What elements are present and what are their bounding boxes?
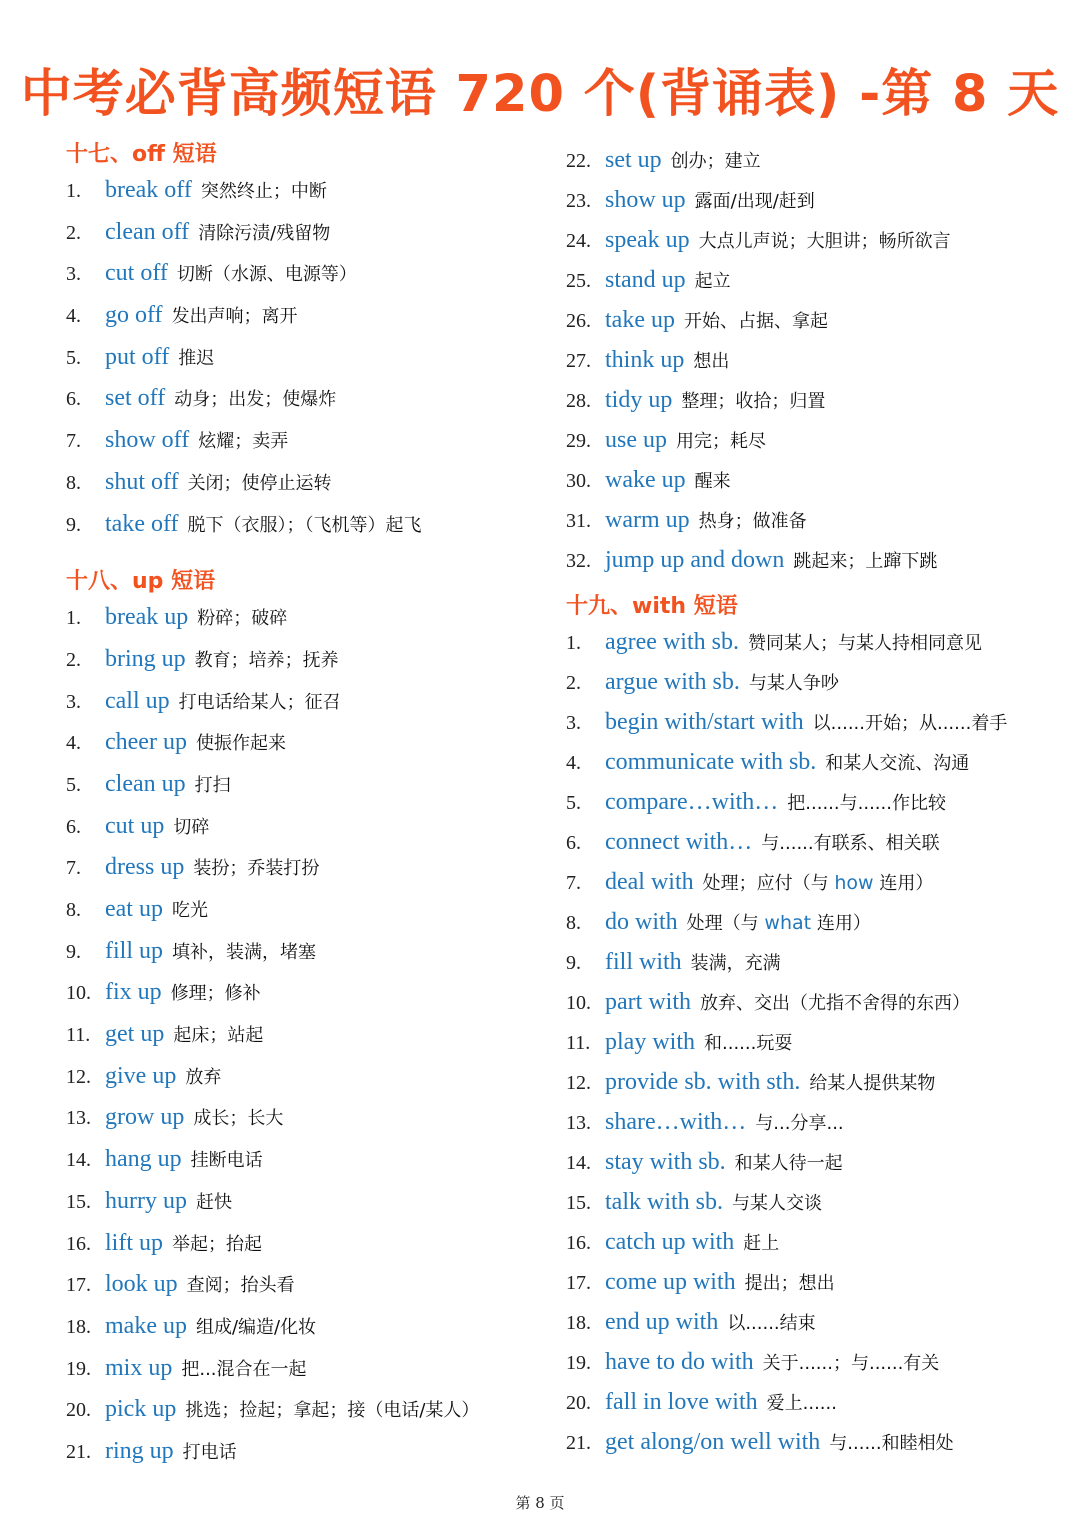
chinese-meaning: 使振作起来 bbox=[195, 733, 286, 755]
english-phrase: take off bbox=[105, 510, 179, 537]
item-number: 5. bbox=[66, 773, 81, 796]
english-phrase: grow up bbox=[105, 1104, 185, 1131]
chinese-meaning: 赶上 bbox=[743, 1233, 780, 1254]
item-number: 5. bbox=[566, 792, 581, 814]
phrase-row bbox=[66, 681, 546, 723]
item-number: 2. bbox=[66, 221, 81, 244]
chinese-meaning: 赶快 bbox=[195, 1191, 232, 1213]
item-number: 25. bbox=[566, 270, 591, 292]
item-number: 2. bbox=[66, 648, 81, 671]
chinese-meaning: 放弃、交出（尤指不舍得的东西） bbox=[699, 993, 970, 1014]
phrase-row bbox=[66, 420, 546, 462]
chinese-meaning: 与...分享... bbox=[755, 1113, 844, 1134]
phrase-row bbox=[66, 931, 546, 973]
english-phrase: stand up bbox=[605, 267, 686, 293]
item-number: 20. bbox=[66, 1399, 91, 1422]
phrase-row bbox=[66, 1181, 546, 1223]
item-number: 29. bbox=[566, 430, 591, 452]
chinese-meaning: 组成/编造/化妆 bbox=[195, 1316, 317, 1338]
english-phrase: compare…with… bbox=[605, 789, 779, 815]
item-number: 14. bbox=[66, 1149, 91, 1172]
chinese-meaning: 切断（水源、电源等） bbox=[176, 264, 357, 286]
item-number: 21. bbox=[566, 1432, 591, 1454]
item-number: 4. bbox=[66, 732, 81, 755]
item-number: 10. bbox=[566, 992, 591, 1014]
chinese-meaning: 吃光 bbox=[171, 900, 208, 921]
chinese-meaning: 动身；出发；使爆炸 bbox=[174, 389, 337, 411]
phrase-row bbox=[66, 764, 546, 806]
highlight-word: what bbox=[764, 912, 812, 934]
phrase-row bbox=[66, 597, 546, 639]
item-number: 30. bbox=[566, 470, 591, 492]
item-number: 17. bbox=[66, 1274, 91, 1297]
chinese-meaning: 成长；长大 bbox=[193, 1108, 284, 1130]
english-phrase: communicate with sb. bbox=[605, 749, 817, 775]
item-number: 18. bbox=[566, 1312, 591, 1334]
item-number: 23. bbox=[566, 190, 591, 212]
english-phrase: hang up bbox=[105, 1146, 182, 1173]
english-phrase: share…with… bbox=[605, 1109, 747, 1135]
chinese-meaning: 脱下（衣服）；（飞机等）起飞 bbox=[187, 514, 422, 536]
item-number: 10. bbox=[66, 982, 91, 1005]
english-phrase: connect with… bbox=[605, 829, 753, 855]
chinese-meaning: 打扫 bbox=[194, 774, 231, 796]
item-number: 20. bbox=[566, 1392, 591, 1414]
english-phrase: get along/on well with bbox=[605, 1429, 821, 1455]
phrase-row bbox=[66, 378, 546, 420]
chinese-meaning: 醒来 bbox=[694, 471, 731, 492]
phrase-row bbox=[566, 1182, 1071, 1222]
phrase-row bbox=[566, 862, 1071, 902]
chinese-meaning: 切碎 bbox=[173, 816, 210, 838]
phrase-row bbox=[66, 1014, 546, 1056]
chinese-meaning: 开始、占据、拿起 bbox=[683, 311, 828, 332]
item-number: 8. bbox=[66, 899, 81, 921]
chinese-meaning: 发出声响；离开 bbox=[171, 306, 298, 328]
english-phrase: agree with sb. bbox=[605, 629, 739, 655]
english-phrase: argue with sb. bbox=[605, 669, 740, 695]
english-phrase: deal with bbox=[605, 869, 694, 895]
phrase-row bbox=[566, 1262, 1071, 1302]
english-phrase: speak up bbox=[605, 227, 690, 253]
phrase-row bbox=[566, 902, 1071, 942]
phrase-row bbox=[66, 1056, 546, 1098]
english-phrase: cheer up bbox=[105, 729, 187, 756]
phrase-row bbox=[566, 1382, 1071, 1422]
phrase-row bbox=[66, 337, 546, 379]
chinese-meaning: 想出 bbox=[693, 351, 730, 372]
chinese-meaning: 与......有联系、相关联 bbox=[761, 833, 940, 854]
item-number: 5. bbox=[66, 346, 81, 369]
item-number: 7. bbox=[66, 430, 81, 453]
chinese-meaning: 提出；想出 bbox=[744, 1273, 835, 1294]
english-phrase: show up bbox=[605, 187, 686, 213]
phrase-row bbox=[66, 1306, 546, 1348]
chinese-meaning: 赞同某人；与某人持相同意见 bbox=[747, 633, 982, 654]
item-number: 21. bbox=[66, 1440, 91, 1463]
item-number: 14. bbox=[566, 1152, 591, 1174]
phrase-row bbox=[566, 220, 1071, 260]
english-phrase: fill up bbox=[105, 937, 163, 964]
english-phrase: lift up bbox=[105, 1229, 163, 1256]
chinese-meaning: 推迟 bbox=[178, 347, 215, 369]
english-phrase: use up bbox=[605, 427, 667, 453]
item-number: 1. bbox=[66, 180, 81, 202]
phrase-row bbox=[566, 982, 1071, 1022]
item-number: 9. bbox=[566, 952, 581, 974]
highlight-word: how bbox=[834, 872, 874, 894]
item-number: 27. bbox=[566, 350, 591, 372]
item-number: 13. bbox=[566, 1112, 591, 1134]
english-phrase: make up bbox=[105, 1312, 187, 1339]
item-number: 7. bbox=[66, 857, 81, 880]
chinese-meaning: 查阅；抬头看 bbox=[186, 1275, 295, 1297]
chinese-meaning: 与某人争吵 bbox=[748, 673, 839, 694]
phrase-row bbox=[566, 942, 1071, 982]
english-phrase: go off bbox=[105, 302, 163, 329]
item-number: 4. bbox=[566, 752, 581, 774]
phrase-row bbox=[566, 1062, 1071, 1102]
phrase-row bbox=[566, 300, 1071, 340]
english-phrase: put off bbox=[105, 343, 170, 370]
chinese-meaning: 大点儿声说；大胆讲；畅所欲言 bbox=[698, 231, 951, 252]
left-column bbox=[66, 140, 546, 1473]
english-phrase: have to do with bbox=[605, 1349, 754, 1375]
chinese-meaning: 跳起来；上蹿下跳 bbox=[793, 551, 938, 572]
phrase-row bbox=[66, 972, 546, 1014]
phrase-row bbox=[566, 1102, 1071, 1142]
phrase-row bbox=[566, 340, 1071, 380]
item-number: 6. bbox=[66, 388, 81, 411]
english-phrase: cut up bbox=[105, 812, 165, 839]
chinese-meaning: 与......和睦相处 bbox=[829, 1433, 954, 1454]
item-number: 16. bbox=[66, 1232, 91, 1255]
phrase-row bbox=[66, 1348, 546, 1390]
english-phrase: bring up bbox=[105, 645, 186, 672]
section-heading-up: 十八、up 短语 bbox=[66, 569, 216, 595]
english-phrase: end up with bbox=[605, 1309, 719, 1335]
phrase-row bbox=[66, 462, 546, 504]
phrase-list-up bbox=[66, 597, 546, 1472]
item-number: 1. bbox=[66, 607, 81, 630]
item-number: 26. bbox=[566, 310, 591, 332]
english-phrase: do with bbox=[605, 909, 678, 935]
english-phrase: shut off bbox=[105, 468, 179, 495]
chinese-meaning: 整理；收拾；归置 bbox=[681, 391, 826, 412]
item-number: 8. bbox=[566, 912, 581, 934]
chinese-meaning: 粉碎；破碎 bbox=[197, 608, 288, 630]
english-phrase: clean off bbox=[105, 218, 190, 245]
english-phrase: talk with sb. bbox=[605, 1189, 723, 1215]
item-number: 9. bbox=[66, 940, 81, 963]
english-phrase: break up bbox=[105, 604, 189, 631]
chinese-meaning: 举起；抬起 bbox=[172, 1233, 262, 1255]
page-number: 第 8 页 bbox=[515, 1494, 565, 1512]
phrase-row bbox=[566, 380, 1071, 420]
chinese-meaning: 以......结束 bbox=[727, 1313, 816, 1334]
meaning-text: 连用） bbox=[811, 913, 871, 934]
phrase-row bbox=[566, 460, 1071, 500]
chinese-meaning: 和......玩耍 bbox=[704, 1033, 793, 1054]
phrase-row bbox=[66, 1139, 546, 1181]
chinese-meaning: 起床；站起 bbox=[173, 1025, 264, 1047]
english-phrase: call up bbox=[105, 687, 170, 714]
section-heading-off: 十七、off 短语 bbox=[66, 142, 217, 167]
english-phrase: come up with bbox=[605, 1269, 736, 1295]
chinese-meaning: 教育；培养；抚养 bbox=[194, 649, 339, 671]
phrase-list-off bbox=[66, 170, 546, 545]
english-phrase: mix up bbox=[105, 1354, 173, 1381]
item-number: 32. bbox=[566, 550, 591, 572]
phrase-row bbox=[66, 806, 546, 848]
english-phrase: eat up bbox=[105, 896, 163, 922]
item-number: 24. bbox=[566, 230, 591, 252]
english-phrase: tidy up bbox=[605, 387, 673, 413]
chinese-meaning: 与某人交谈 bbox=[732, 1193, 822, 1214]
chinese-meaning: 挂断电话 bbox=[190, 1150, 263, 1172]
phrase-row bbox=[566, 662, 1071, 702]
phrase-row bbox=[66, 212, 546, 254]
chinese-meaning: 和某人待一起 bbox=[734, 1153, 843, 1174]
english-phrase: stay with sb. bbox=[605, 1149, 726, 1175]
item-number: 3. bbox=[66, 263, 81, 286]
phrase-row bbox=[566, 260, 1071, 300]
chinese-meaning: 给某人提供某物 bbox=[809, 1073, 936, 1094]
english-phrase: show off bbox=[105, 427, 190, 454]
chinese-meaning: 用完；耗尽 bbox=[676, 431, 766, 452]
item-number: 28. bbox=[566, 390, 591, 412]
phrase-row bbox=[566, 500, 1071, 540]
chinese-meaning: 创办；建立 bbox=[670, 151, 761, 172]
meaning-text: 处理（与 bbox=[686, 913, 765, 934]
chinese-meaning: 装扮；乔装打扮 bbox=[193, 858, 320, 880]
phrase-row bbox=[66, 639, 546, 681]
chinese-meaning: 把......与......作比较 bbox=[787, 793, 946, 814]
phrase-row bbox=[566, 140, 1071, 180]
english-phrase: pick up bbox=[105, 1396, 177, 1423]
item-number: 8. bbox=[66, 471, 81, 494]
item-number: 4. bbox=[66, 305, 81, 328]
item-number: 15. bbox=[566, 1192, 591, 1214]
chinese-meaning: 关闭；使停止运转 bbox=[187, 472, 332, 494]
item-number: 15. bbox=[66, 1190, 91, 1213]
phrase-row bbox=[566, 540, 1071, 580]
item-number: 6. bbox=[566, 832, 581, 854]
right-column bbox=[566, 140, 1071, 1462]
english-phrase: look up bbox=[105, 1271, 178, 1298]
item-number: 18. bbox=[66, 1315, 91, 1338]
phrase-row bbox=[66, 1097, 546, 1139]
phrase-row bbox=[566, 742, 1071, 782]
phrase-row bbox=[566, 1022, 1071, 1062]
english-phrase: provide sb. with sth. bbox=[605, 1069, 801, 1095]
item-number: 1. bbox=[566, 632, 581, 654]
phrase-row bbox=[566, 1422, 1071, 1462]
english-phrase: clean up bbox=[105, 770, 186, 797]
english-phrase: part with bbox=[605, 989, 691, 1015]
chinese-meaning: 炫耀；卖弄 bbox=[198, 431, 289, 453]
item-number: 11. bbox=[66, 1024, 91, 1047]
english-phrase: jump up and down bbox=[605, 547, 785, 573]
english-phrase: ring up bbox=[105, 1437, 174, 1464]
item-number: 2. bbox=[566, 672, 581, 694]
item-number: 3. bbox=[66, 690, 81, 713]
english-phrase: set off bbox=[105, 385, 166, 412]
chinese-meaning: 起立 bbox=[694, 271, 731, 292]
phrase-row bbox=[566, 1142, 1071, 1182]
phrase-row bbox=[66, 889, 546, 931]
english-phrase: give up bbox=[105, 1062, 177, 1089]
phrase-row bbox=[66, 722, 546, 764]
english-phrase: fall in love with bbox=[605, 1389, 758, 1415]
item-number: 12. bbox=[566, 1072, 591, 1094]
english-phrase: play with bbox=[605, 1029, 695, 1055]
meaning-text: 连用） bbox=[873, 873, 934, 894]
item-number: 6. bbox=[66, 815, 81, 838]
phrase-row bbox=[566, 782, 1071, 822]
phrase-row bbox=[66, 847, 546, 889]
chinese-meaning: 挑选；捡起；拿起；接（电话/某人） bbox=[185, 1400, 480, 1422]
phrase-row bbox=[66, 170, 546, 212]
phrase-row bbox=[566, 822, 1071, 862]
item-number: 31. bbox=[566, 510, 591, 532]
chinese-meaning: 突然终止；中断 bbox=[200, 181, 327, 202]
chinese-meaning bbox=[703, 863, 934, 904]
chinese-meaning: 装满，充满 bbox=[690, 953, 781, 974]
item-number: 7. bbox=[566, 872, 581, 894]
phrase-row bbox=[66, 1264, 546, 1306]
phrase-row bbox=[66, 1223, 546, 1265]
item-number: 13. bbox=[66, 1107, 91, 1130]
english-phrase: set up bbox=[605, 147, 662, 173]
english-phrase: begin with/start with bbox=[605, 709, 804, 735]
english-phrase: catch up with bbox=[605, 1229, 735, 1255]
phrase-row bbox=[566, 702, 1071, 742]
chinese-meaning: 关于......；与......有关 bbox=[762, 1353, 940, 1374]
chinese-meaning: 热身；做准备 bbox=[698, 511, 807, 532]
phrase-row bbox=[66, 253, 546, 295]
chinese-meaning: 清除污渍/残留物 bbox=[198, 222, 331, 244]
meaning-text: 处理；应付（与 bbox=[702, 873, 835, 894]
chinese-meaning: 放弃 bbox=[185, 1066, 222, 1088]
phrase-row bbox=[566, 1302, 1071, 1342]
item-number: 19. bbox=[66, 1357, 91, 1380]
chinese-meaning: 露面/出现/赶到 bbox=[694, 191, 815, 212]
chinese-meaning: 和某人交流、沟通 bbox=[825, 753, 970, 774]
phrase-row bbox=[566, 1222, 1071, 1262]
item-number: 16. bbox=[566, 1232, 591, 1254]
phrase-row bbox=[566, 420, 1071, 460]
chinese-meaning: 修理；修补 bbox=[170, 983, 261, 1005]
chinese-meaning: 填补，装满，堵塞 bbox=[172, 941, 316, 963]
item-number: 11. bbox=[566, 1032, 591, 1054]
item-number: 3. bbox=[566, 712, 581, 734]
chinese-meaning: 打电话 bbox=[182, 1441, 237, 1463]
chinese-meaning: 爱上...... bbox=[766, 1393, 837, 1414]
page-title: 中考必背高频短语 720 个(背诵表) -第 8 天 bbox=[20, 65, 1060, 124]
english-phrase: fix up bbox=[105, 979, 162, 1006]
english-phrase: warm up bbox=[605, 507, 690, 533]
phrase-row bbox=[566, 1342, 1071, 1382]
phrase-row bbox=[66, 295, 546, 337]
item-number: 22. bbox=[566, 150, 591, 172]
phrase-row bbox=[66, 1389, 546, 1431]
item-number: 9. bbox=[66, 513, 81, 536]
phrase-list-with bbox=[566, 622, 1071, 1462]
english-phrase: cut off bbox=[105, 260, 168, 287]
english-phrase: take up bbox=[605, 307, 675, 333]
chinese-meaning: 以......开始；从......着手 bbox=[812, 713, 1008, 734]
english-phrase: get up bbox=[105, 1021, 165, 1048]
english-phrase: think up bbox=[605, 347, 685, 373]
item-number: 17. bbox=[566, 1272, 591, 1294]
chinese-meaning: 把...混合在一起 bbox=[181, 1358, 307, 1380]
chinese-meaning: 打电话给某人；征召 bbox=[178, 691, 341, 713]
phrase-row bbox=[566, 180, 1071, 220]
phrase-list-up-continued bbox=[566, 140, 1071, 580]
phrase-row bbox=[566, 622, 1071, 662]
english-phrase: wake up bbox=[605, 467, 686, 493]
chinese-meaning bbox=[687, 903, 871, 944]
phrase-row bbox=[66, 1431, 546, 1473]
english-phrase: dress up bbox=[105, 854, 185, 881]
english-phrase: fill with bbox=[605, 949, 682, 975]
section-heading-with: 十九、with 短语 bbox=[566, 594, 738, 619]
phrase-row bbox=[66, 504, 546, 546]
english-phrase: break off bbox=[105, 177, 192, 203]
item-number: 12. bbox=[66, 1065, 91, 1088]
english-phrase: hurry up bbox=[105, 1187, 187, 1214]
item-number: 19. bbox=[566, 1352, 591, 1374]
